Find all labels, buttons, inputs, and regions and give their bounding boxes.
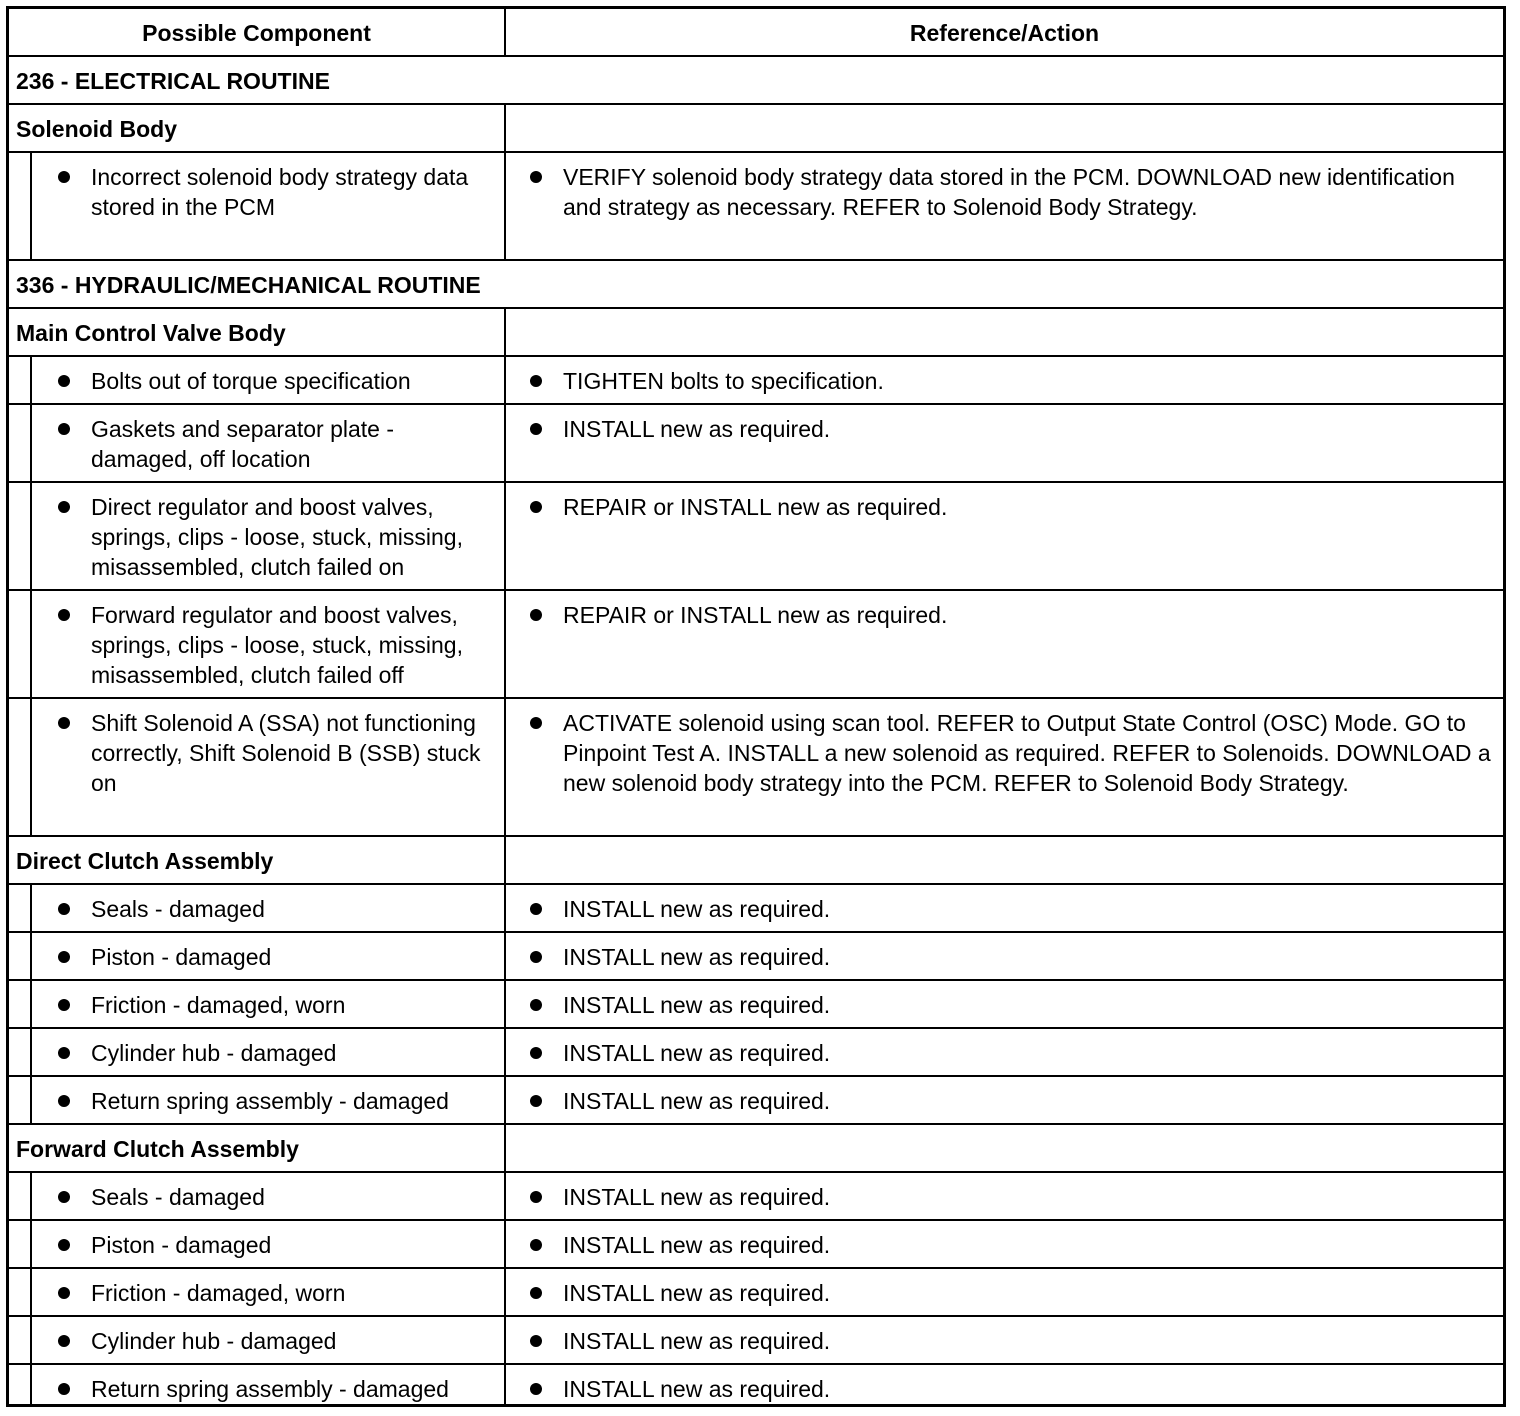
component-cell [30, 1269, 506, 1315]
action-cell [506, 981, 1503, 1027]
group-empty-cell [506, 1125, 1503, 1171]
table-row [9, 591, 1503, 699]
table-row [9, 933, 1503, 981]
bullet-icon [530, 1335, 542, 1347]
action-text: REPAIR or INSTALL new as required. [563, 494, 948, 520]
component-cell [30, 933, 506, 979]
component-cell [30, 1317, 506, 1363]
bullet-icon [58, 1239, 70, 1251]
bullet-icon [58, 375, 70, 387]
component-cell [30, 1077, 506, 1123]
header-possible-component: Possible Component [9, 9, 506, 55]
section-title: 236 - ELECTRICAL ROUTINE [16, 68, 330, 94]
action-text: INSTALL new as required. [563, 1376, 831, 1402]
component-cell [30, 591, 506, 697]
bullet-icon [530, 717, 542, 729]
header-reference-action: Reference/Action [909, 20, 1100, 46]
bullet-icon [530, 1047, 542, 1059]
component-cell [30, 1173, 506, 1219]
bullet-icon [530, 999, 542, 1011]
action-cell [506, 153, 1503, 259]
component-text: Return spring assembly - damaged [91, 1376, 449, 1402]
component-text: Return spring assembly - damaged [91, 1088, 449, 1114]
action-cell [506, 357, 1503, 403]
action-cell [506, 405, 1503, 481]
bullet-icon [530, 609, 542, 621]
bullet-icon [530, 1239, 542, 1251]
component-cell [30, 981, 506, 1027]
action-text: INSTALL new as required. [563, 1040, 831, 1066]
action-text: ACTIVATE solenoid using scan tool. REFER to Output State Control (OSC) Mode. GO to Pinpoint Test A. INSTALL a new solenoid as required. REFER to Solenoids. DOWNLOAD a new solenoid body strategy into the PCM. REFER to Solenoid Body Strategy. [563, 710, 1491, 796]
table-row [9, 1365, 1503, 1404]
bullet-icon [58, 999, 70, 1011]
component-cell [30, 699, 506, 835]
component-text: Shift Solenoid A (SSA) not functioning correctly, Shift Solenoid B (SSB) stuck on [91, 710, 481, 796]
diagnostic-table [6, 6, 1506, 1407]
bullet-icon [530, 951, 542, 963]
section-row-hydraulic [9, 261, 1503, 309]
bullet-icon [58, 501, 70, 513]
bullet-icon [530, 1095, 542, 1107]
action-cell [506, 1221, 1503, 1267]
bullet-icon [530, 375, 542, 387]
action-cell [506, 1365, 1503, 1404]
table-row [9, 981, 1503, 1029]
group-empty-cell [506, 837, 1503, 883]
bullet-icon [58, 609, 70, 621]
component-text: Friction - damaged, worn [91, 1280, 346, 1306]
bullet-icon [58, 1047, 70, 1059]
bullet-icon [58, 951, 70, 963]
component-text: Piston - damaged [91, 944, 272, 970]
action-cell [506, 885, 1503, 931]
table-row [9, 1317, 1503, 1365]
component-text: Cylinder hub - damaged [91, 1328, 337, 1354]
action-cell [506, 1029, 1503, 1075]
component-text: Seals - damaged [91, 1184, 265, 1210]
table-row [9, 885, 1503, 933]
table-row [9, 1221, 1503, 1269]
action-text: INSTALL new as required. [563, 1184, 831, 1210]
bullet-icon [58, 1095, 70, 1107]
action-text: INSTALL new as required. [563, 1328, 831, 1354]
bullet-icon [530, 501, 542, 513]
section-title: 336 - HYDRAULIC/MECHANICAL ROUTINE [16, 272, 481, 298]
component-cell [30, 1365, 506, 1404]
group-title: Solenoid Body [9, 105, 506, 151]
bullet-icon [58, 1191, 70, 1203]
action-cell [506, 1077, 1503, 1123]
action-cell [506, 483, 1503, 589]
component-cell [30, 153, 506, 259]
table-row [9, 1173, 1503, 1221]
bullet-icon [58, 423, 70, 435]
action-text: INSTALL new as required. [563, 896, 831, 922]
table-header-row [9, 9, 1503, 57]
bullet-icon [58, 1383, 70, 1395]
bullet-icon [58, 717, 70, 729]
bullet-icon [530, 1383, 542, 1395]
action-text: REPAIR or INSTALL new as required. [563, 602, 948, 628]
component-text: Seals - damaged [91, 896, 265, 922]
bullet-icon [530, 903, 542, 915]
bullet-icon [58, 171, 70, 183]
component-text: Bolts out of torque specification [91, 368, 411, 394]
component-cell [30, 405, 506, 481]
bullet-icon [58, 903, 70, 915]
component-text: Friction - damaged, worn [91, 992, 346, 1018]
action-cell [506, 591, 1503, 697]
component-cell [30, 1029, 506, 1075]
bullet-icon [530, 423, 542, 435]
action-text: VERIFY solenoid body strategy data stored in the PCM. DOWNLOAD new identification and strategy as necessary. REFER to Solenoid Body Strategy. [563, 164, 1455, 220]
component-cell [30, 885, 506, 931]
action-text: INSTALL new as required. [563, 1232, 831, 1258]
component-text: Gaskets and separator plate - damaged, off location [91, 416, 394, 472]
group-row-solenoid-body [9, 105, 1503, 153]
component-text: Piston - damaged [91, 1232, 272, 1258]
action-text: INSTALL new as required. [563, 416, 831, 442]
action-text: INSTALL new as required. [563, 1088, 831, 1114]
group-title: Forward Clutch Assembly [9, 1125, 506, 1171]
table-row [9, 405, 1503, 483]
group-row-main-control-valve-body [9, 309, 1503, 357]
bullet-icon [58, 1287, 70, 1299]
component-text: Forward regulator and boost valves, springs, clips - loose, stuck, missing, misassembled, clutch failed off [91, 602, 463, 688]
table-row [9, 483, 1503, 591]
group-title: Main Control Valve Body [9, 309, 506, 355]
action-text: INSTALL new as required. [563, 992, 831, 1018]
group-row-forward-clutch-assembly [9, 1125, 1503, 1173]
table-row [9, 699, 1503, 837]
table-row [9, 1029, 1503, 1077]
action-cell [506, 1269, 1503, 1315]
bullet-icon [530, 1191, 542, 1203]
group-empty-cell [506, 309, 1503, 355]
table-row [9, 357, 1503, 405]
bullet-icon [58, 1335, 70, 1347]
table-row [9, 153, 1503, 261]
component-cell [30, 483, 506, 589]
table-row [9, 1077, 1503, 1125]
action-text: INSTALL new as required. [563, 944, 831, 970]
action-cell [506, 1317, 1503, 1363]
component-text: Incorrect solenoid body strategy data stored in the PCM [91, 164, 469, 220]
section-row-electrical [9, 57, 1503, 105]
bullet-icon [530, 1287, 542, 1299]
group-row-direct-clutch-assembly [9, 837, 1503, 885]
component-text: Cylinder hub - damaged [91, 1040, 337, 1066]
action-cell [506, 1173, 1503, 1219]
action-text: INSTALL new as required. [563, 1280, 831, 1306]
action-cell [506, 933, 1503, 979]
group-empty-cell [506, 105, 1503, 151]
action-cell [506, 699, 1503, 835]
component-cell [30, 357, 506, 403]
table-row [9, 1269, 1503, 1317]
group-title: Direct Clutch Assembly [9, 837, 506, 883]
component-text: Direct regulator and boost valves, springs, clips - loose, stuck, missing, misassembled, clutch failed on [91, 494, 463, 580]
bullet-icon [530, 171, 542, 183]
action-text: TIGHTEN bolts to specification. [563, 368, 884, 394]
component-cell [30, 1221, 506, 1267]
